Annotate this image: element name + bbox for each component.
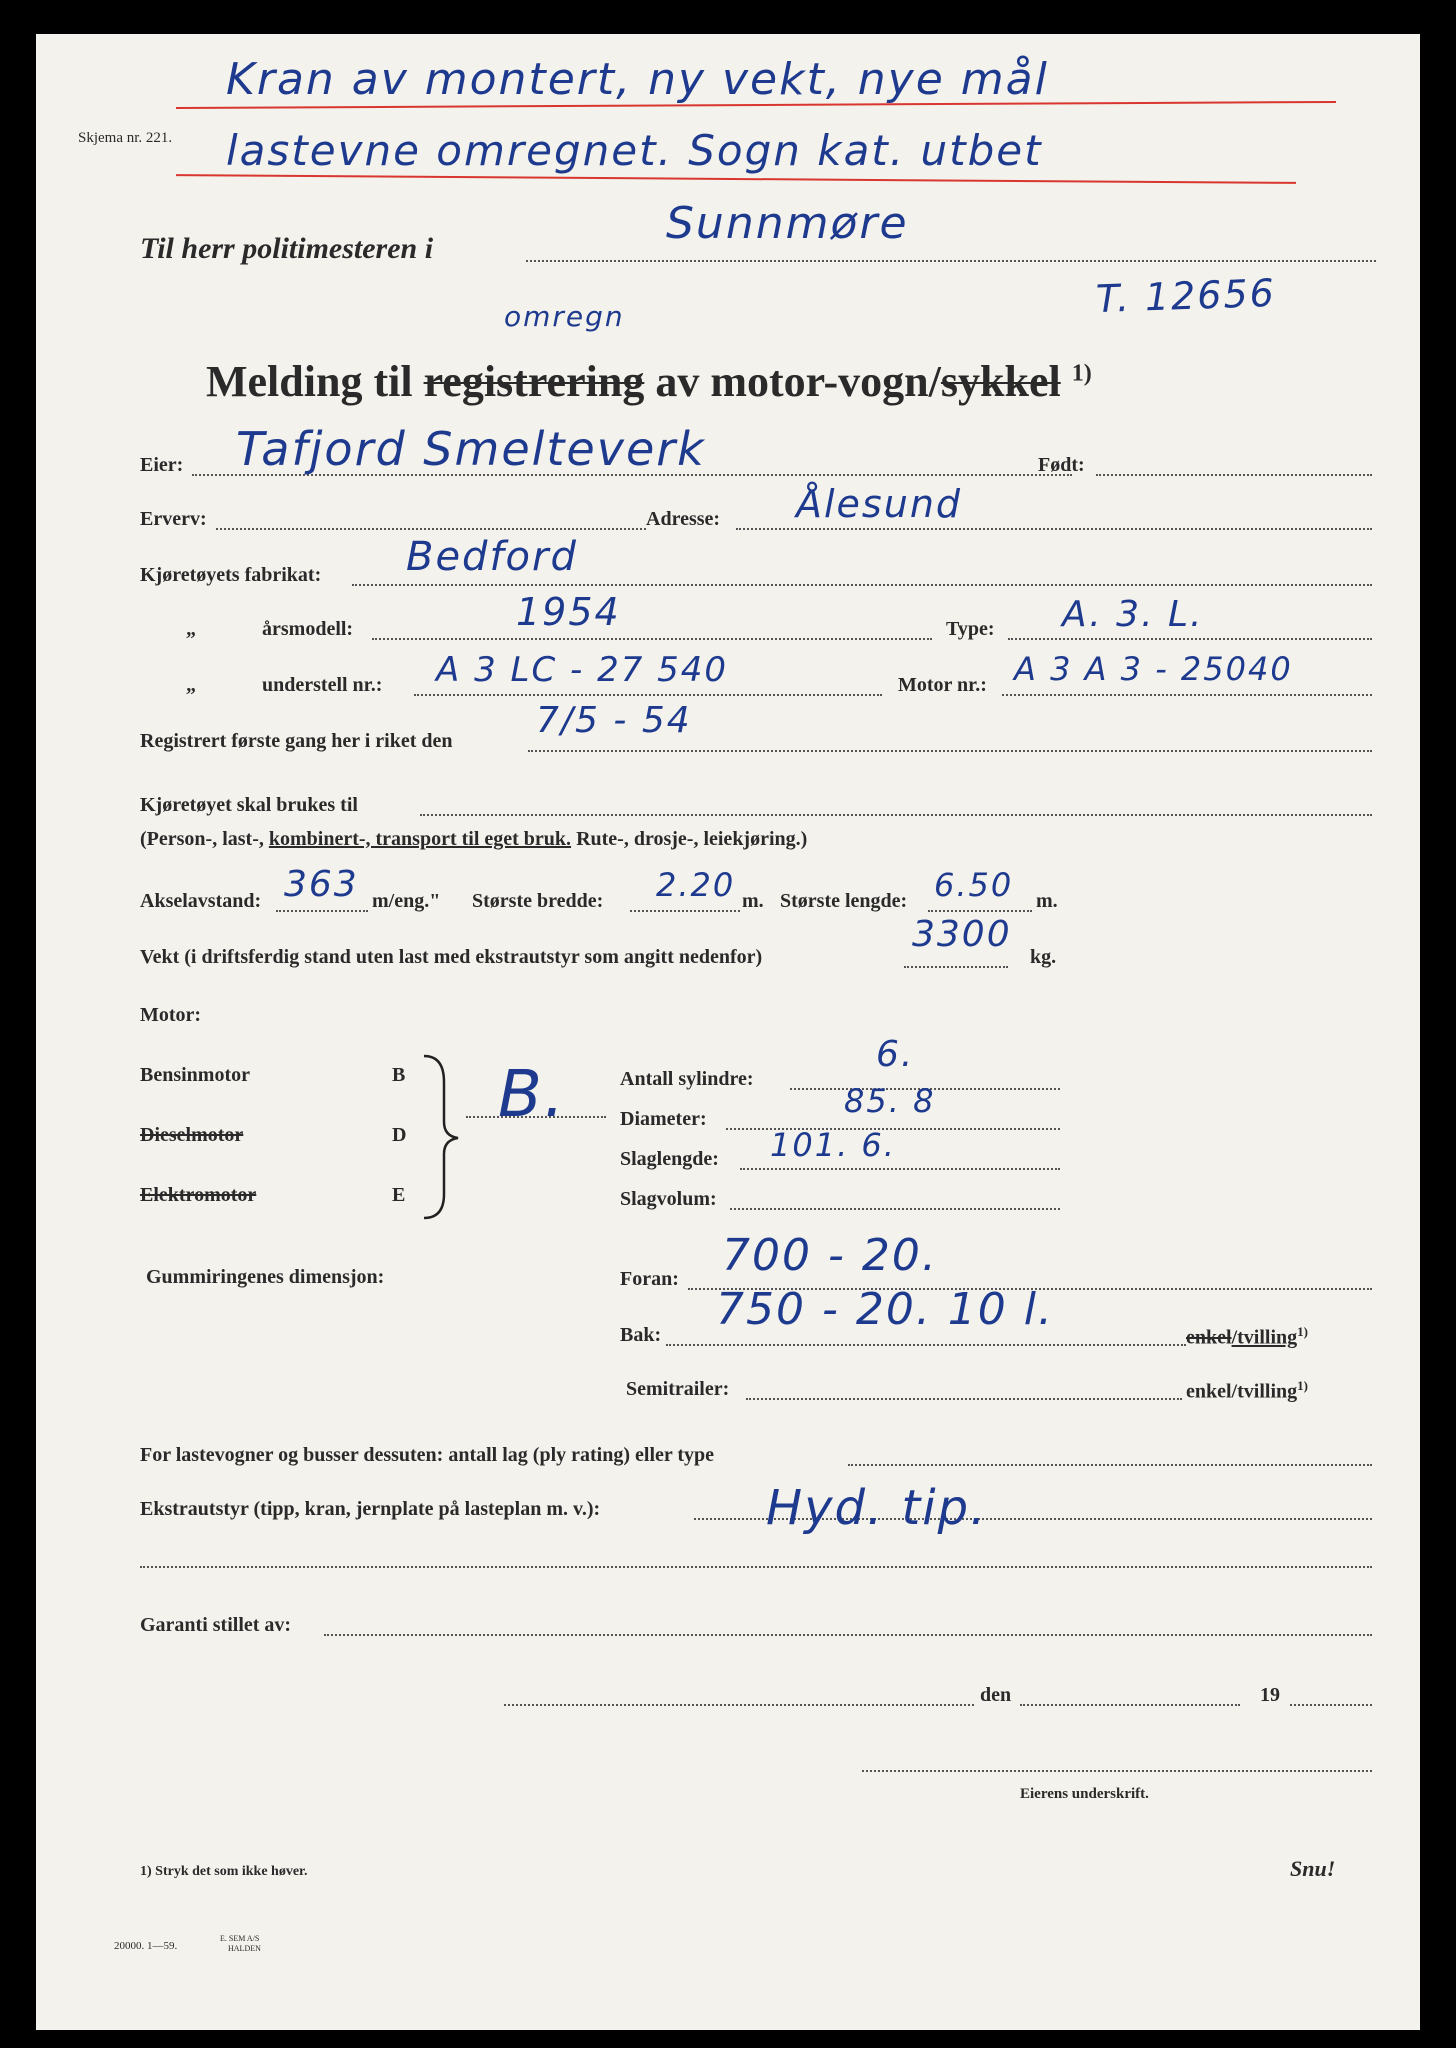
first-reg-label: Registrert første gang her i riket den	[140, 730, 453, 752]
signature-line	[862, 1770, 1372, 1772]
axle-value: 363	[284, 864, 359, 905]
axle-unit: m/eng."	[372, 890, 441, 912]
chassis-value: A 3 LC - 27 540	[436, 650, 729, 690]
model-year-ditto: „	[186, 618, 196, 640]
volume-line	[730, 1208, 1060, 1210]
motor-heading: Motor:	[140, 1004, 202, 1026]
tires-rear-value: 750 - 20. 10 l.	[716, 1284, 1054, 1335]
usage-line	[420, 814, 1372, 816]
title-correction: omregn	[504, 300, 625, 333]
ply-rating-label: For lastevogner og busser dessuten: antall lag (ply rating) eller type	[140, 1444, 715, 1466]
first-reg-value: 7/5 - 54	[536, 700, 692, 741]
width-line	[630, 910, 740, 912]
tires-front-label: Foran:	[620, 1268, 679, 1290]
recipient-line	[526, 260, 1376, 262]
cylinders-value: 6.	[876, 1034, 915, 1075]
semitrailer-label: Semitrailer:	[626, 1378, 730, 1400]
printer-line-1: E. SEM A/S	[220, 1934, 260, 1943]
footnote: 1) Stryk det som ikke høver.	[140, 1864, 308, 1879]
weight-value: 3300	[912, 914, 1012, 955]
manufacturer-line	[352, 584, 1372, 586]
extras-line-2	[140, 1566, 1372, 1568]
chassis-ditto: „	[186, 674, 196, 696]
reference-number: T. 12656	[1095, 270, 1277, 322]
title-footnote-ref: 1)	[1071, 360, 1092, 387]
ply-rating-line	[848, 1464, 1372, 1466]
guarantee-label: Garanti stillet av:	[140, 1614, 292, 1636]
occupation-line	[216, 528, 646, 530]
printer-line-2: HALDEN	[228, 1944, 261, 1953]
tires-rear-line	[666, 1344, 1186, 1346]
length-label: Største lengde:	[780, 890, 908, 912]
place-line	[504, 1704, 974, 1706]
address-value: Ålesund	[796, 482, 963, 526]
chassis-label: understell nr.:	[262, 674, 383, 696]
tires-rear-choice: enkel/tvilling$^{1)}$	[1186, 1324, 1308, 1349]
width-value: 2.20	[656, 866, 736, 904]
form-sheet	[36, 34, 1420, 2030]
motor-brace	[420, 1052, 460, 1222]
volume-label: Slagvolum:	[620, 1188, 717, 1210]
address-line	[736, 528, 1372, 530]
usage-selected-option: kombinert-, transport til eget bruk.	[268, 828, 572, 850]
born-label: Født:	[1038, 454, 1085, 476]
red-underline-2	[176, 174, 1296, 184]
model-year-line	[372, 638, 932, 640]
extras-value: Hyd. tip.	[766, 1480, 988, 1536]
axle-line	[276, 910, 368, 912]
motor-no-line	[1002, 694, 1372, 696]
length-line	[928, 910, 1032, 912]
diameter-label: Diameter:	[620, 1108, 707, 1130]
motor-code-electric: E	[392, 1184, 406, 1206]
title-struck-suffix: sykkel	[940, 357, 1061, 406]
axle-label: Akselavstand:	[140, 890, 262, 912]
tires-front-value: 700 - 20.	[722, 1230, 938, 1281]
recipient-value: Sunnmøre	[666, 198, 909, 249]
recipient-label: Til herr politimesteren i	[140, 232, 434, 265]
width-unit: m.	[742, 890, 764, 912]
turn-over: Snu!	[1290, 1856, 1336, 1881]
motor-code-diesel: D	[392, 1124, 407, 1146]
annotation-line-2: lastevne omregnet. Sogn kat. utbet	[226, 126, 1043, 175]
weight-unit: kg.	[1030, 946, 1057, 968]
weight-line	[904, 966, 1008, 968]
type-label: Type:	[946, 618, 995, 640]
width-label: Største bredde:	[472, 890, 604, 912]
usage-options: (Person-, last-, kombinert-, transport til eget bruk. Rute-, drosje-, leiekjøring.)	[140, 828, 808, 850]
motor-selected-line	[466, 1116, 606, 1118]
owner-label: Eier:	[140, 454, 184, 476]
stroke-label: Slaglengde:	[620, 1148, 719, 1170]
motor-type-petrol: Bensinmotor	[140, 1064, 250, 1086]
date-den-label: den	[980, 1684, 1012, 1706]
cylinders-label: Antall sylindre:	[620, 1068, 754, 1090]
title-struck-word: registrering	[423, 357, 645, 406]
stroke-line	[740, 1168, 1060, 1170]
owner-value: Tafjord Smelteverk	[236, 422, 706, 476]
year-line	[1290, 1704, 1372, 1706]
motor-type-diesel: Dieselmotor	[140, 1124, 244, 1146]
signature-label: Eierens underskrift.	[1020, 1786, 1149, 1802]
motor-no-label: Motor nr.:	[898, 674, 987, 696]
model-year-label: årsmodell:	[262, 618, 354, 640]
usage-label: Kjøretøyet skal brukes til	[140, 794, 358, 816]
length-unit: m.	[1036, 890, 1058, 912]
motor-code-petrol: B	[392, 1064, 406, 1086]
chassis-line	[414, 694, 882, 696]
print-code: 20000. 1—59.	[114, 1940, 178, 1952]
diameter-value: 85. 8	[844, 1082, 936, 1120]
guarantee-line	[324, 1634, 1372, 1636]
address-label: Adresse:	[646, 508, 721, 530]
tires-label: Gummiringenes dimensjon:	[146, 1266, 385, 1288]
title-part-1: Melding til	[206, 357, 413, 406]
motor-selected: B.	[498, 1058, 567, 1132]
date-line	[1020, 1704, 1240, 1706]
extras-label: Ekstrautstyr (tipp, kran, jernplate på lasteplan m. v.):	[140, 1498, 601, 1520]
manufacturer-label: Kjøretøyets fabrikat:	[140, 564, 322, 586]
type-value: A. 3. L.	[1062, 594, 1204, 635]
annotation-line-1: Kran av montert, ny vekt, nye mål	[226, 54, 1049, 105]
manufacturer-value: Bedford	[406, 534, 578, 580]
weight-label: Vekt (i driftsferdig stand uten last med ekstrautstyr som angitt nedenfor)	[140, 946, 763, 968]
semitrailer-line	[746, 1398, 1182, 1400]
date-year-prefix: 19	[1260, 1684, 1280, 1706]
stroke-value: 101. 6.	[770, 1126, 896, 1164]
semitrailer-choice: enkel/tvilling$^{1)}$	[1186, 1378, 1308, 1403]
first-reg-line	[528, 750, 1372, 752]
occupation-label: Erverv:	[140, 508, 207, 530]
length-value: 6.50	[934, 866, 1014, 904]
title-part-2: av motor-vogn/	[655, 357, 941, 406]
model-year-value: 1954	[516, 590, 621, 634]
form-id: Skjema nr. 221.	[78, 130, 173, 146]
motor-type-electric: Elektromotor	[140, 1184, 257, 1206]
form-title	[206, 356, 1092, 407]
born-line	[1096, 474, 1372, 476]
type-line	[1008, 638, 1372, 640]
motor-no-value: A 3 A 3 - 25040	[1014, 650, 1293, 688]
tires-rear-label: Bak:	[620, 1324, 662, 1346]
